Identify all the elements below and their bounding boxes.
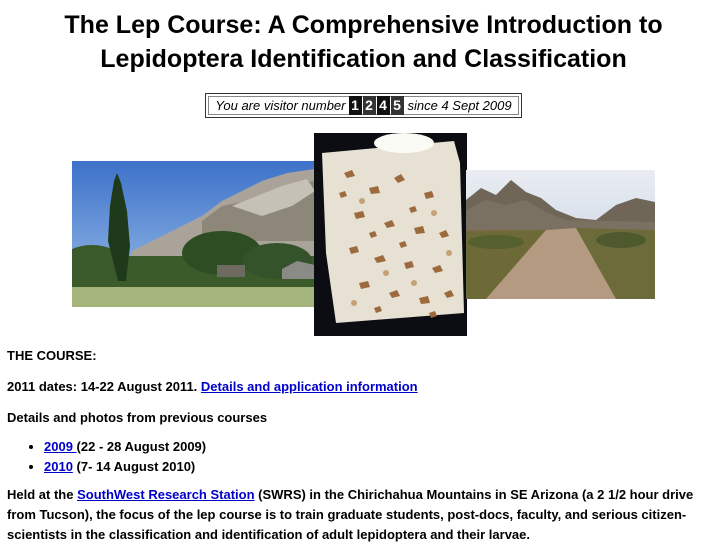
counter-digit: 1	[349, 96, 362, 115]
course-dates-text: 2011 dates: 14-22 August 2011.	[7, 379, 198, 394]
previous-courses-list	[7, 437, 719, 477]
course-content	[7, 346, 719, 556]
course-dates	[7, 377, 719, 397]
desert-road-photo	[466, 170, 655, 299]
held-prefix: Held at the	[7, 487, 78, 502]
counter-digit: 4	[377, 96, 390, 115]
course-2010-dates: (7- 14 August 2010)	[72, 459, 196, 474]
counter-suffix: since 4 Sept 2009	[407, 98, 512, 113]
details-application-link[interactable]: Details and application information	[200, 379, 418, 394]
list-item	[44, 437, 719, 457]
page-title-line1: The Lep Course: A Comprehensive Introduction to	[64, 11, 663, 39]
held-text: (SWRS) in the Chirichahua Mountains in SE Arizona (a 2 1/2 hour drive from Tucson), the focus of the lep course is to train graduate students, post-docs, faculty, and serious citizen-scientists in the classification and identification of adult lepidoptera and their larvae.	[7, 487, 694, 542]
list-item	[44, 457, 719, 477]
visitor-counter	[205, 93, 522, 118]
counter-digit: 2	[363, 96, 376, 115]
counter-digit: 5	[391, 96, 404, 115]
course-description	[7, 485, 719, 545]
course-heading: THE COURSE:	[7, 348, 97, 363]
moth-sheet-photo	[314, 133, 467, 336]
page-title-line2: Lepidoptera Identification and Classification	[100, 45, 627, 73]
course-2009-dates: (22 - 28 August 2009)	[76, 439, 207, 454]
page-title	[0, 8, 727, 76]
course-2010-link[interactable]: 2010	[44, 459, 73, 474]
mountain-valley-photo	[72, 161, 315, 307]
counter-prefix: You are visitor number	[215, 98, 346, 113]
counter-digits	[349, 96, 405, 115]
course-2009-link[interactable]: 2009	[44, 439, 77, 454]
previous-courses-heading: Details and photos from previous courses	[7, 410, 268, 425]
southwest-research-station-link[interactable]: SouthWest Research Station	[77, 487, 255, 502]
